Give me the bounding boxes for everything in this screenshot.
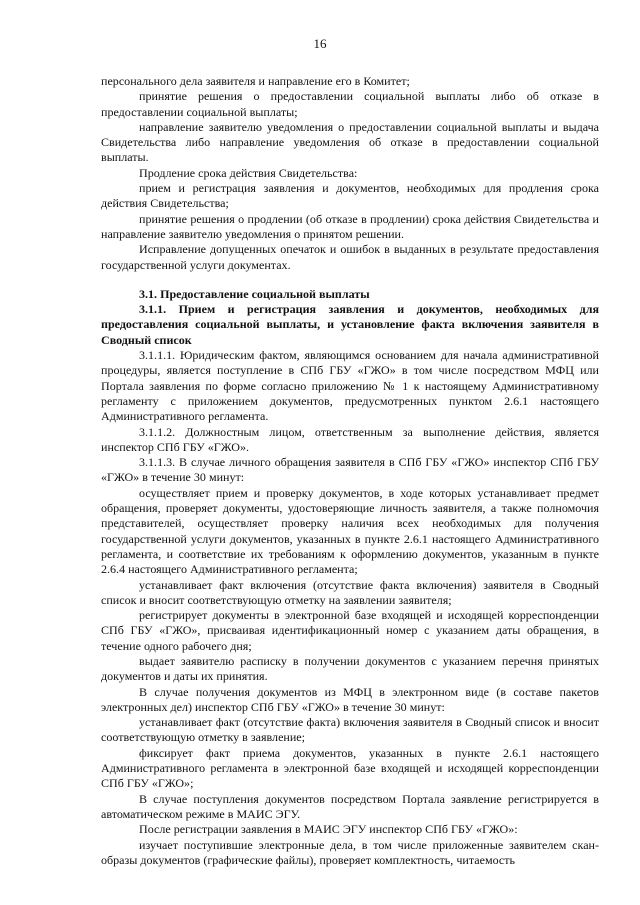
body-paragraph: устанавливает факт (отсутствие факта) включения заявителя в Сводный список и вносит соответствующую отметку в заявление; (101, 715, 599, 745)
section-heading: 3.1.1. Прием и регистрация заявления и документов, необходимых для предоставления социальной выплаты, и установление факта включения заявителя в Сводный список (101, 302, 599, 347)
body-paragraph: прием и регистрация заявления и документов, необходимых для продления срока действия Свидетельства; (101, 181, 599, 211)
body-paragraph: персонального дела заявителя и направление его в Комитет; (101, 74, 410, 88)
body-paragraph: Исправление допущенных опечаток и ошибок в выданных в результате предоставления государственной услуги документах. (101, 242, 599, 272)
document-body (101, 74, 599, 868)
body-paragraph: 3.1.1.1. Юридическим фактом, являющимся основанием для начала административной процедуры, является поступление в СПб ГБУ «ГЖО» в том числе посредством МФЦ или Портала заявления по форме согласно приложению № 1 к настоящему Административному регламенту с приложением документов, предусмотренных пунктом 2.6.1 настоящего Административного регламента. (101, 348, 599, 424)
body-paragraph: направление заявителю уведомления о предоставлении социальной выплаты и выдача Свидетельства либо направление уведомления об отказе в предоставлении социальной выплаты. (101, 119, 599, 165)
body-paragraph: После регистрации заявления в МАИС ЭГУ инспектор СПб ГБУ «ГЖО»: (139, 822, 518, 837)
page-number: 16 (313, 36, 327, 51)
body-paragraph: Продление срока действия Свидетельства: (139, 165, 358, 180)
body-paragraph: В случае получения документов из МФЦ в электронном виде (в составе пакетов электронных дел) инспектор СПб ГБУ «ГЖО» в течение 30 минут: (101, 684, 599, 714)
body-paragraph: 3.1.1.2. Должностным лицом, ответственным за выполнение действия, является инспектор СПб ГБУ «ГЖО». (101, 424, 599, 454)
body-paragraph: изучает поступившие электронные дела, в том числе приложенные заявителем скан-образы документов (графические файлы), проверяет комплектность, читаемость (101, 837, 599, 867)
body-paragraph: 3.1.1.3. В случае личного обращения заявителя в СПб ГБУ «ГЖО» инспектор СПб ГБУ «ГЖО» в течение 30 минут: (101, 455, 599, 485)
body-paragraph: В случае поступления документов посредством Портала заявление регистрируется в автоматическом режиме в МАИС ЭГУ. (101, 791, 599, 821)
body-paragraph: фиксирует факт приема документов, указанных в пункте 2.6.1 настоящего Административного регламента в электронной базе входящей и исходящей корреспонденции СПб ГБУ «ГЖО»; (101, 745, 599, 791)
body-paragraph: устанавливает факт включения (отсутствие факта включения) заявителя в Сводный список и вносит соответствующую отметку на заявлении заявителя; (101, 577, 599, 607)
section-heading: 3.1. Предоставление социальной выплаты (139, 286, 370, 301)
body-paragraph: выдает заявителю расписку в получении документов с указанием перечня принятых документов и даты их принятия. (101, 653, 599, 684)
body-paragraph: принятие решения о продлении (об отказе в продлении) срока действия Свидетельства и направление заявителю уведомления о принятом решении. (101, 211, 599, 241)
body-paragraph: принятие решения о предоставлении социальной выплаты либо об отказе в предоставлении социальной выплаты; (101, 89, 599, 119)
body-paragraph: осуществляет прием и проверку документов, в ходе которых устанавливает предмет обращения, проверяет документы, удостоверяющие личность заявителя, а также полномочия представителей, осуществляет проверку наличия всех необходимых для получения государственной услуги документов, указанных в пункте 2.6.1 настоящего Административного регламента, и соответствие их требованиям к оформлению документов, указанным в пункте 2.6.4 настоящего Административного регламента; (101, 485, 599, 577)
body-paragraph: регистрирует документы в электронной базе входящей и исходящей корреспонденции СПб ГБУ «ГЖО», присваивая идентификационный номер с указанием даты обращения, в течение одного рабочего дня; (101, 608, 599, 653)
